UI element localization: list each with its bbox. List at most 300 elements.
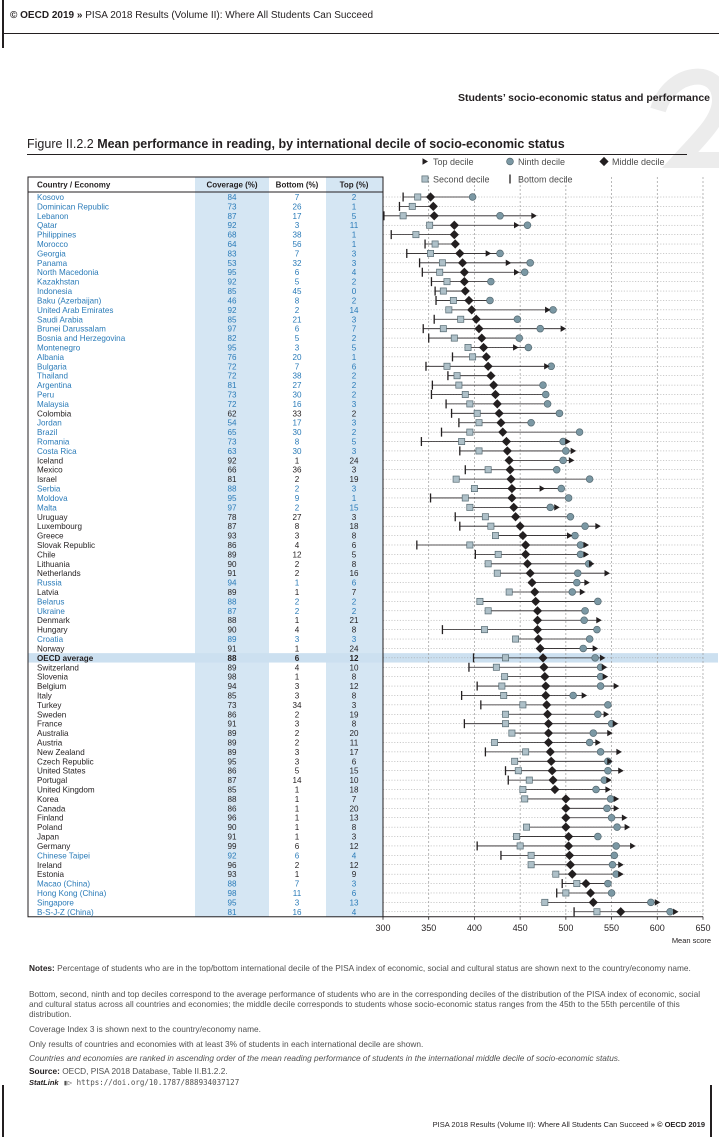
coverage-value: 87 bbox=[227, 776, 237, 786]
ninth-decile-marker bbox=[597, 748, 604, 755]
header-rule bbox=[2, 33, 719, 34]
middle-decile-marker bbox=[460, 268, 469, 277]
header-separator: » bbox=[76, 10, 83, 21]
country-name: Indonesia bbox=[37, 287, 73, 297]
ninth-decile-marker bbox=[581, 617, 588, 624]
coverage-value: 68 bbox=[227, 230, 237, 240]
second-decile-marker bbox=[437, 269, 443, 275]
top-share-value: 6 bbox=[351, 757, 357, 767]
top-share-value: 20 bbox=[349, 804, 359, 814]
coverage-value: 78 bbox=[227, 512, 237, 522]
ninth-decile-marker bbox=[553, 466, 560, 473]
coverage-value: 94 bbox=[227, 578, 237, 588]
second-decile-marker bbox=[494, 570, 500, 576]
coverage-value: 65 bbox=[227, 428, 237, 438]
bottom-share-value: 2 bbox=[294, 569, 300, 579]
bottom-share-value: 6 bbox=[294, 841, 300, 851]
bottom-share-value: 1 bbox=[294, 804, 300, 814]
figure-number: Figure II.2.2 bbox=[27, 137, 94, 151]
coverage-value: 95 bbox=[227, 898, 237, 908]
bottom-share-value: 45 bbox=[292, 287, 302, 297]
ninth-decile-marker bbox=[593, 786, 600, 793]
top-share-value: 3 bbox=[351, 635, 357, 645]
coverage-value: 95 bbox=[227, 757, 237, 767]
ninth-decile-marker bbox=[567, 513, 574, 520]
ninth-decile-marker bbox=[560, 457, 567, 464]
x-axis-tick-label: 550 bbox=[604, 922, 620, 933]
country-name: Colombia bbox=[37, 409, 72, 419]
bottom-share-value: 3 bbox=[294, 221, 300, 231]
ninth-decile-marker bbox=[542, 391, 549, 398]
middle-decile-marker bbox=[533, 606, 542, 615]
top-decile-marker bbox=[616, 749, 622, 755]
ninth-decile-marker bbox=[544, 401, 551, 408]
top-share-value: 3 bbox=[351, 258, 357, 268]
middle-decile-marker bbox=[561, 823, 570, 832]
top-share-value: 7 bbox=[351, 324, 357, 334]
coverage-value: 82 bbox=[227, 334, 237, 344]
bottom-share-value: 1 bbox=[294, 813, 300, 823]
middle-decile-marker bbox=[484, 362, 493, 371]
ninth-decile-marker bbox=[558, 485, 565, 492]
country-name: Russia bbox=[37, 578, 62, 588]
bottom-share-value: 34 bbox=[292, 700, 302, 710]
top-share-value: 2 bbox=[351, 296, 357, 306]
second-decile-marker bbox=[467, 429, 473, 435]
middle-decile-marker bbox=[534, 634, 543, 643]
country-name: Kazakhstan bbox=[37, 277, 80, 287]
bottom-share-value: 26 bbox=[292, 202, 302, 212]
notes-paragraph: Countries and economies are ranked in ascending order of the mean reading performance of students in the international middle decile of socio-economic status. bbox=[29, 1053, 621, 1063]
second-decile-marker bbox=[440, 326, 446, 332]
ninth-decile-marker bbox=[605, 880, 612, 887]
bottom-share-value: 2 bbox=[294, 559, 300, 569]
ninth-decile-marker bbox=[572, 532, 579, 539]
second-decile-marker bbox=[456, 382, 462, 388]
second-decile-marker bbox=[528, 852, 534, 858]
notes-paragraph bbox=[29, 963, 709, 973]
bottom-share-value: 1 bbox=[294, 785, 300, 795]
coverage-value: 76 bbox=[227, 352, 237, 362]
middle-decile-marker bbox=[507, 484, 516, 493]
coverage-value: 89 bbox=[227, 747, 237, 757]
second-decile-marker bbox=[523, 749, 529, 755]
page-edge-marker bbox=[2, 0, 4, 48]
bottom-share-value: 30 bbox=[292, 446, 302, 456]
top-decile-marker bbox=[618, 768, 624, 774]
ninth-decile-marker bbox=[586, 636, 593, 643]
bottom-share-value: 2 bbox=[294, 484, 300, 494]
middle-decile-marker bbox=[509, 503, 518, 512]
top-decile-marker bbox=[423, 158, 429, 164]
coverage-value: 88 bbox=[227, 616, 237, 626]
country-name: Slovenia bbox=[37, 672, 69, 682]
ninth-decile-marker bbox=[594, 833, 601, 840]
top-share-value: 14 bbox=[349, 305, 359, 315]
coverage-value: 88 bbox=[227, 653, 237, 663]
second-decile-marker bbox=[492, 532, 498, 538]
coverage-value: 99 bbox=[227, 841, 237, 851]
top-share-value: 6 bbox=[351, 888, 357, 898]
second-decile-marker bbox=[502, 674, 508, 680]
coverage-value: 81 bbox=[227, 907, 237, 917]
notes-text-1: Percentage of students who are in the top/bottom international decile of the PISA index of economic, social and cultural status are shown next to the country/economy name. bbox=[57, 963, 691, 973]
top-share-value: 1 bbox=[351, 230, 357, 240]
coverage-value: 88 bbox=[227, 597, 237, 607]
bottom-share-value: 3 bbox=[294, 898, 300, 908]
ninth-decile-marker bbox=[565, 495, 572, 502]
top-share-value: 18 bbox=[349, 785, 359, 795]
coverage-value: 89 bbox=[227, 550, 237, 560]
bottom-share-value: 17 bbox=[292, 211, 302, 221]
second-decile-marker bbox=[446, 307, 452, 313]
second-decile-marker bbox=[485, 608, 491, 614]
top-share-value: 1 bbox=[351, 202, 357, 212]
middle-decile-marker bbox=[565, 851, 574, 860]
second-decile-marker bbox=[594, 909, 600, 915]
bottom-share-value: 20 bbox=[292, 352, 302, 362]
top-share-value: 4 bbox=[351, 907, 357, 917]
middle-decile-marker bbox=[486, 371, 495, 380]
top-share-value: 1 bbox=[351, 493, 357, 503]
second-decile-marker bbox=[509, 730, 515, 736]
top-decile-marker bbox=[605, 786, 611, 792]
second-decile-marker bbox=[415, 194, 421, 200]
x-axis-tick-label: 450 bbox=[512, 922, 528, 933]
middle-decile-marker bbox=[533, 625, 542, 634]
page-edge-marker bbox=[2, 1085, 4, 1137]
notes-label: Notes: bbox=[29, 963, 55, 973]
figure-title-text: Mean performance in reading, by international decile of socio-economic status bbox=[97, 137, 565, 151]
coverage-value: 63 bbox=[227, 446, 237, 456]
country-name: Uruguay bbox=[37, 512, 68, 522]
bottom-share-value: 1 bbox=[294, 578, 300, 588]
second-decile-marker bbox=[517, 843, 523, 849]
second-decile-marker bbox=[485, 467, 491, 473]
coverage-value: 98 bbox=[227, 672, 237, 682]
bottom-share-value: 3 bbox=[294, 682, 300, 692]
second-decile-marker bbox=[467, 401, 473, 407]
top-decile-marker bbox=[567, 532, 573, 538]
bottom-share-value: 1 bbox=[294, 456, 300, 466]
bottom-share-value: 1 bbox=[294, 616, 300, 626]
top-decile-marker bbox=[596, 617, 602, 623]
top-decile-marker bbox=[531, 213, 537, 219]
x-axis-tick-label: 650 bbox=[695, 922, 711, 933]
top-share-value: 7 bbox=[351, 794, 357, 804]
running-footer bbox=[433, 1120, 705, 1129]
country-name: Panama bbox=[37, 258, 68, 268]
country-name: Malaysia bbox=[37, 399, 69, 409]
top-share-value: 6 bbox=[351, 362, 357, 372]
bottom-share-value: 3 bbox=[294, 343, 300, 353]
ninth-decile-marker bbox=[528, 419, 535, 426]
ninth-decile-marker bbox=[580, 645, 587, 652]
top-share-value: 2 bbox=[351, 606, 357, 616]
bottom-share-value: 2 bbox=[294, 305, 300, 315]
bottom-share-value: 3 bbox=[294, 757, 300, 767]
second-decile-marker bbox=[513, 833, 519, 839]
second-decile-marker bbox=[444, 279, 450, 285]
second-decile-marker bbox=[462, 391, 468, 397]
second-decile-marker bbox=[501, 692, 507, 698]
bottom-share-value: 11 bbox=[292, 888, 302, 898]
bottom-share-value: 2 bbox=[294, 860, 300, 870]
middle-decile-marker bbox=[530, 587, 539, 596]
bottom-share-value: 2 bbox=[294, 710, 300, 720]
country-name: Hungary bbox=[37, 625, 68, 635]
top-share-value: 12 bbox=[349, 682, 359, 692]
middle-decile-marker bbox=[493, 399, 502, 408]
bottom-share-value: 6 bbox=[294, 324, 300, 334]
top-decile-marker bbox=[614, 683, 620, 689]
coverage-value: 95 bbox=[227, 493, 237, 503]
ninth-decile-marker bbox=[516, 335, 523, 342]
top-share-value: 7 bbox=[351, 588, 357, 598]
middle-decile-marker bbox=[616, 907, 625, 916]
middle-decile-marker bbox=[450, 230, 459, 239]
middle-decile-marker bbox=[495, 409, 504, 418]
ninth-decile-marker bbox=[605, 767, 612, 774]
top-decile-marker bbox=[584, 579, 590, 585]
middle-decile-marker bbox=[540, 672, 549, 681]
middle-decile-marker bbox=[568, 870, 577, 879]
second-decile-marker bbox=[482, 514, 488, 520]
top-share-value: 2 bbox=[351, 381, 357, 391]
country-name: Ukraine bbox=[37, 606, 65, 616]
coverage-value: 73 bbox=[227, 437, 237, 447]
ninth-decile-marker bbox=[537, 325, 544, 332]
top-share-value: 0 bbox=[351, 287, 357, 297]
bottom-share-value: 6 bbox=[294, 851, 300, 861]
bottom-share-value: 2 bbox=[294, 475, 300, 485]
country-name: OECD average bbox=[37, 653, 94, 663]
top-share-value: 3 bbox=[351, 879, 357, 889]
top-share-value: 4 bbox=[351, 268, 357, 278]
top-share-value: 12 bbox=[349, 653, 359, 663]
source-label: Source: bbox=[29, 1066, 60, 1076]
ninth-decile-marker bbox=[590, 730, 597, 737]
middle-decile-marker bbox=[581, 879, 590, 888]
top-decile-marker bbox=[618, 862, 624, 868]
country-name: Macao (China) bbox=[37, 879, 91, 889]
top-share-value: 19 bbox=[349, 710, 359, 720]
bottom-share-value: 3 bbox=[294, 531, 300, 541]
bottom-share-value: 9 bbox=[294, 493, 300, 503]
coverage-value: 85 bbox=[227, 785, 237, 795]
ninth-decile-marker bbox=[614, 824, 621, 831]
middle-decile-marker bbox=[543, 710, 552, 719]
ninth-decile-marker bbox=[597, 683, 604, 690]
country-name: Australia bbox=[37, 729, 69, 739]
second-decile-marker bbox=[506, 589, 512, 595]
country-name: Israel bbox=[37, 475, 57, 485]
middle-decile-marker bbox=[489, 381, 498, 390]
bottom-share-value: 5 bbox=[294, 766, 300, 776]
top-decile-marker bbox=[580, 589, 586, 595]
top-share-value: 2 bbox=[351, 277, 357, 287]
ninth-decile-marker bbox=[574, 570, 581, 577]
bottom-share-value: 38 bbox=[292, 371, 302, 381]
bottom-share-value: 1 bbox=[294, 823, 300, 833]
ninth-decile-marker bbox=[569, 589, 576, 596]
coverage-value: 92 bbox=[227, 221, 237, 231]
top-share-value: 12 bbox=[349, 860, 359, 870]
country-name: Philippines bbox=[37, 230, 77, 240]
ninth-decile-marker bbox=[497, 212, 504, 219]
country-name: New Zealand bbox=[37, 747, 85, 757]
statlink-url[interactable]: https://doi.org/10.1787/888934037127 bbox=[76, 1078, 240, 1087]
second-decile-marker bbox=[563, 890, 569, 896]
top-share-value: 8 bbox=[351, 625, 357, 635]
second-decile-marker bbox=[523, 824, 529, 830]
top-share-value: 3 bbox=[351, 465, 357, 475]
second-decile-marker bbox=[515, 768, 521, 774]
top-share-value: 15 bbox=[349, 766, 359, 776]
legend-label: Second decile bbox=[433, 174, 490, 185]
middle-decile-marker bbox=[589, 898, 598, 907]
top-share-value: 5 bbox=[351, 550, 357, 560]
country-name: Hong Kong (China) bbox=[37, 888, 107, 898]
ninth-decile-marker bbox=[524, 222, 531, 229]
top-decile-marker bbox=[571, 448, 577, 454]
second-decile-marker bbox=[453, 476, 459, 482]
ninth-decile-marker bbox=[604, 805, 611, 812]
middle-decile-marker bbox=[503, 446, 512, 455]
second-decile-marker bbox=[512, 636, 518, 642]
country-name: Germany bbox=[37, 841, 71, 851]
coverage-value: 87 bbox=[227, 522, 237, 532]
ninth-decile-marker bbox=[613, 843, 620, 850]
bottom-share-value: 12 bbox=[292, 550, 302, 560]
bottom-share-value: 1 bbox=[294, 588, 300, 598]
top-decile-marker bbox=[545, 307, 551, 313]
middle-decile-marker bbox=[546, 747, 555, 756]
country-name: United States bbox=[37, 766, 86, 776]
top-share-value: 8 bbox=[351, 531, 357, 541]
ninth-decile-marker bbox=[607, 796, 614, 803]
ninth-decile-marker bbox=[507, 158, 514, 165]
coverage-value: 91 bbox=[227, 719, 237, 729]
country-name: Chile bbox=[37, 550, 56, 560]
middle-decile-marker bbox=[536, 644, 545, 653]
top-decile-marker bbox=[622, 815, 628, 821]
coverage-value: 94 bbox=[227, 682, 237, 692]
bottom-share-value: 2 bbox=[294, 738, 300, 748]
top-decile-marker bbox=[604, 711, 610, 717]
legend-label: Top decile bbox=[433, 156, 474, 167]
second-decile-marker bbox=[427, 222, 433, 228]
page-edge-marker bbox=[710, 1085, 712, 1137]
coverage-value: 90 bbox=[227, 823, 237, 833]
x-axis-tick-label: 300 bbox=[375, 922, 391, 933]
legend-label: Bottom decile bbox=[518, 174, 573, 185]
second-decile-marker bbox=[450, 297, 456, 303]
bottom-share-value: 38 bbox=[292, 230, 302, 240]
coverage-value: 86 bbox=[227, 540, 237, 550]
second-decile-marker bbox=[474, 410, 480, 416]
bottom-share-value: 1 bbox=[294, 644, 300, 654]
second-decile-marker bbox=[465, 344, 471, 350]
top-share-value: 3 bbox=[351, 418, 357, 428]
second-decile-marker bbox=[477, 598, 483, 604]
middle-decile-marker bbox=[521, 550, 530, 559]
bottom-share-value: 27 bbox=[292, 381, 302, 391]
coverage-value: 92 bbox=[227, 456, 237, 466]
top-share-value: 15 bbox=[349, 503, 359, 513]
ninth-decile-marker bbox=[577, 542, 584, 549]
x-axis-tick-label: 350 bbox=[421, 922, 437, 933]
top-decile-marker bbox=[625, 824, 631, 830]
table-header-cell: Coverage (%) bbox=[206, 180, 258, 190]
middle-decile-marker bbox=[531, 597, 540, 606]
coverage-value: 64 bbox=[227, 240, 237, 250]
middle-decile-marker bbox=[547, 757, 556, 766]
bottom-share-value: 7 bbox=[294, 879, 300, 889]
middle-decile-marker bbox=[491, 390, 500, 399]
top-share-value: 10 bbox=[349, 776, 359, 786]
coverage-value: 91 bbox=[227, 644, 237, 654]
coverage-value: 96 bbox=[227, 813, 237, 823]
second-decile-marker bbox=[520, 786, 526, 792]
x-axis-tick-label: 400 bbox=[466, 922, 482, 933]
bottom-share-value: 56 bbox=[292, 240, 302, 250]
middle-decile-marker bbox=[451, 239, 460, 248]
country-name: Dominican Republic bbox=[37, 202, 109, 212]
top-decile-marker bbox=[605, 570, 611, 576]
middle-decile-marker bbox=[586, 888, 595, 897]
country-name: B-S-J-Z (China) bbox=[37, 907, 94, 917]
ninth-decile-marker bbox=[594, 711, 601, 718]
bottom-share-value: 32 bbox=[292, 258, 302, 268]
section-title: Students’ socio-economic status and performance bbox=[457, 92, 710, 104]
second-decile-marker bbox=[502, 721, 508, 727]
second-decile-marker bbox=[409, 203, 415, 209]
top-share-value: 10 bbox=[349, 663, 359, 673]
top-share-value: 3 bbox=[351, 446, 357, 456]
country-name: Saudi Arabia bbox=[37, 315, 83, 325]
ninth-decile-marker bbox=[527, 259, 534, 266]
bottom-share-value: 14 bbox=[292, 776, 302, 786]
coverage-value: 73 bbox=[227, 390, 237, 400]
ninth-decile-marker bbox=[586, 739, 593, 746]
bottom-share-value: 6 bbox=[294, 653, 300, 663]
country-name: Sweden bbox=[37, 710, 67, 720]
second-decile-marker bbox=[476, 420, 482, 426]
top-share-value: 2 bbox=[351, 334, 357, 344]
coverage-value: 83 bbox=[227, 249, 237, 259]
middle-decile-marker bbox=[482, 352, 491, 361]
header-publication: PISA 2018 Results (Volume II): Where All Students Can Succeed bbox=[85, 10, 374, 21]
ninth-decile-marker bbox=[592, 654, 599, 661]
top-decile-marker bbox=[514, 269, 520, 275]
second-decile-marker bbox=[432, 241, 438, 247]
top-share-value: 2 bbox=[351, 193, 357, 202]
coverage-value: 92 bbox=[227, 305, 237, 315]
ninth-decile-marker bbox=[540, 382, 547, 389]
top-decile-marker bbox=[513, 344, 519, 350]
second-decile-marker bbox=[491, 739, 497, 745]
top-share-value: 3 bbox=[351, 399, 357, 409]
bottom-share-value: 33 bbox=[292, 409, 302, 419]
middle-decile-marker bbox=[566, 860, 575, 869]
top-share-value: 24 bbox=[349, 456, 359, 466]
bottom-share-value: 4 bbox=[294, 625, 300, 635]
coverage-value: 96 bbox=[227, 860, 237, 870]
top-decile-marker bbox=[540, 485, 546, 491]
ninth-decile-marker bbox=[469, 194, 476, 201]
middle-decile-marker bbox=[526, 569, 535, 578]
